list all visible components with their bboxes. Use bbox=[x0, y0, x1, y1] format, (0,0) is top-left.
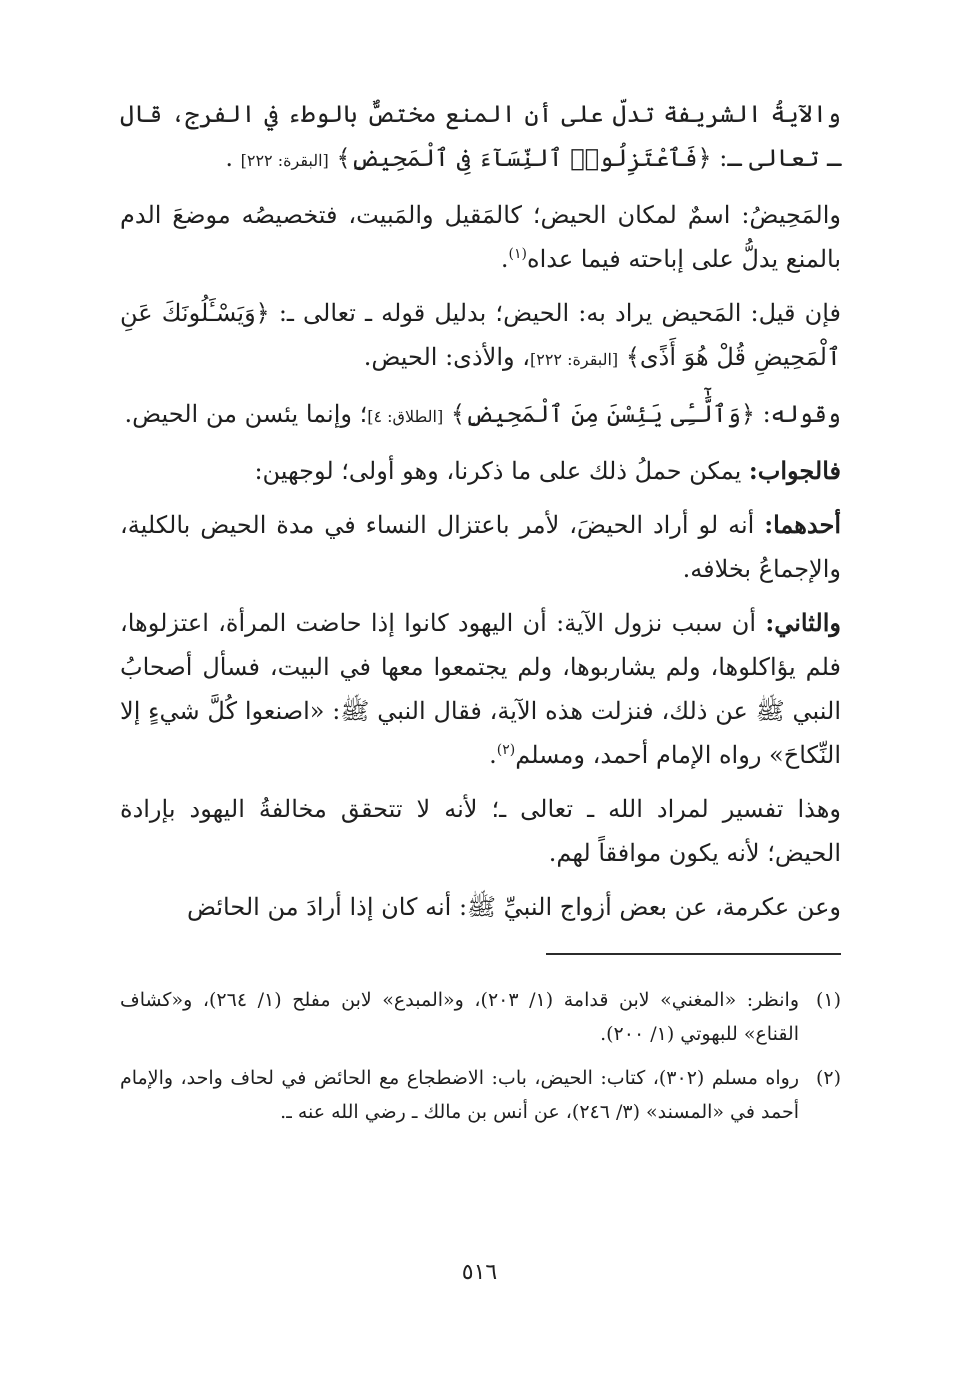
footnote-marker-2: (٢) bbox=[496, 742, 516, 758]
paragraph-5 bbox=[120, 449, 841, 493]
paragraph-1 bbox=[120, 92, 841, 183]
footnote-2 bbox=[120, 1061, 841, 1129]
paragraph-1-text: والآيةُ الشريفة تدلّ على أن المنع مختصٌّ بالوطء في الفرج، قال ـ تعالى ـ: bbox=[120, 100, 841, 172]
paragraph-2-text: والمَحِيضُ: اسمٌ لمكان الحيض؛ كالمَقيل والمَبيت، فتخصيصُه موضعَ الدم بالمنع يدلُّ على إباحته فيما عداه bbox=[120, 201, 841, 273]
paragraph-9 bbox=[120, 885, 841, 929]
paragraph-9-text: وعن عكرمة، عن بعض أزواج النبيِّ ﷺ: أنه كان إذا أرادَ من الحائض bbox=[186, 893, 841, 921]
paragraph-4 bbox=[120, 392, 841, 439]
verse-reference-1: [البقرة: ٢٢٢] bbox=[240, 151, 329, 170]
answer-lead: فالجواب: bbox=[748, 456, 841, 485]
paragraph-7 bbox=[120, 601, 841, 777]
paragraph-4-text: وقوله: bbox=[754, 400, 841, 428]
footnotes bbox=[120, 983, 841, 1129]
footnote-text-1: وانظر: «المغني» لابن قدامة (١/ ٢٠٣)، و«المبدع» لابن مفلح (١/ ٢٦٤)، و«كشاف القناع» للبهوتي (١/ ٢٠٠). bbox=[120, 989, 799, 1045]
paragraph-8-text: وهذا تفسير لمراد الله ـ تعالى ـ؛ لأنه لا تتحقق مخالفةُ اليهود بإرادة الحيض؛ لأنه يكون موافقاً لهم. bbox=[120, 795, 841, 867]
paragraph-6-text: أنه لو أراد الحيضَ، لأمر باعتزال النساء في مدة الحيض بالكلية، والإجماعُ بخلافه. bbox=[120, 511, 841, 583]
footnote-marker-1: (١) bbox=[508, 246, 527, 262]
footnote-number-1: (١) bbox=[815, 989, 841, 1011]
footnote-divider bbox=[546, 953, 841, 955]
paragraph-4-tail: ؛ وإنما يئسن من الحيض. bbox=[124, 400, 368, 428]
paragraph-7-text: أن سبب نزول الآية: أن اليهود كانوا إذا حاضت المرأة، اعتزلوها، فلم يؤاكلوها، ولم يشاربوها، ولم يجتمعوا معها في البيت، فسأل أصحابُ النبي ﷺ عن ذلك، فنزلت هذه الآية، فقال النبي ﷺ: «اصنعوا كُلَّ شيءٍ إلا النِّكاحَ» رواه الإمام أحمد، ومسلم bbox=[120, 609, 841, 769]
second-reason-lead: والثاني: bbox=[765, 608, 841, 637]
paragraph-5-text: يمكن حملُ ذلك على ما ذكرنا، وهو أولى؛ لوجهين: bbox=[254, 457, 749, 485]
paragraph-3-text: فإن قيل: المَحيض يراد به: الحيض؛ بدليل قوله ـ تعالى ـ: bbox=[269, 299, 841, 327]
verse-reference-3: [الطلاق: ٤] bbox=[367, 407, 444, 426]
paragraph-6 bbox=[120, 503, 841, 591]
paragraph-7-tail: . bbox=[489, 741, 497, 769]
page-number: ٥١٦ bbox=[461, 1260, 498, 1285]
paragraph-2 bbox=[120, 193, 841, 281]
paragraph-1-tail: . bbox=[225, 144, 233, 172]
footnote-text-2: رواه مسلم (٣٠٢)، كتاب: الحيض، باب: الاضطجاع مع الحائض في لحاف واحد، والإمام أحمد في «المسند» (٣/ ٢٤٦)، عن أنس بن مالك ـ رضي الله عنه ـ. bbox=[120, 1067, 799, 1123]
footnote-number-2: (٢) bbox=[815, 1067, 841, 1089]
paragraph-3 bbox=[120, 291, 841, 382]
footnote-1 bbox=[120, 983, 841, 1051]
paragraph-2-tail: . bbox=[500, 245, 509, 273]
main-text bbox=[120, 92, 841, 929]
quran-verse-2: ﴿وَيَسْـَٔلُونَكَ عَنِ ٱلْمَحِيضِ قُلْ هُوَ أَذًى﴾ bbox=[120, 299, 841, 371]
paragraph-8 bbox=[120, 787, 841, 875]
first-reason-lead: أحدهما: bbox=[764, 510, 842, 539]
paragraph-3-tail: ، والأذى: الحيض. bbox=[363, 343, 530, 371]
quran-verse-3: ﴿وَٱلَّٰٓـِٔى يَئِسْنَ مِنَ ٱلْمَحِيضِ﴾ bbox=[450, 400, 755, 428]
verse-reference-2: [البقرة: ٢٢٢] bbox=[529, 350, 619, 369]
quran-verse-1: ﴿فَٱعْتَزِلُوا۟ ٱلنِّسَآءَ فِى ٱلْمَحِيضِ﴾ bbox=[336, 144, 712, 172]
